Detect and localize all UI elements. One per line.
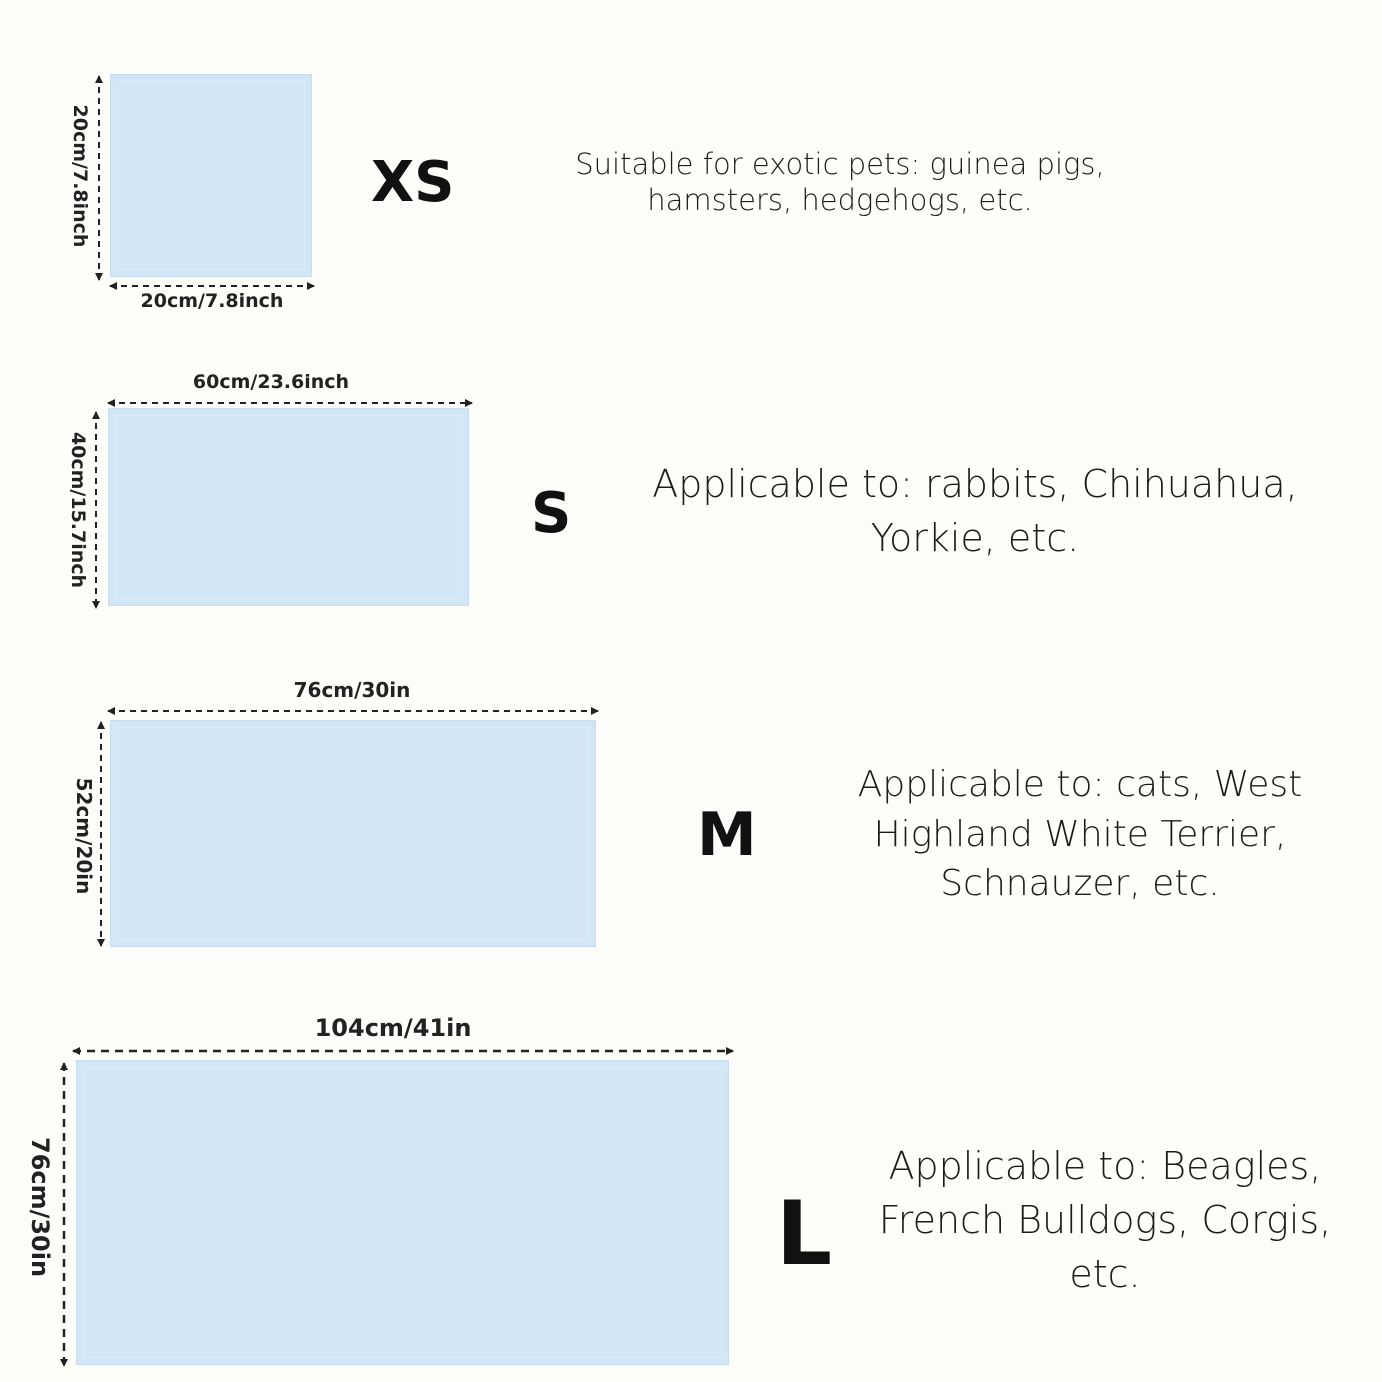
s-description xyxy=(620,458,1330,566)
l-size-letter: L xyxy=(776,1182,833,1285)
s-width-label: 60cm/23.6inch xyxy=(192,371,350,393)
s-description-line-2: Yorkie, etc. xyxy=(870,515,1080,560)
xs-mat xyxy=(110,74,312,277)
xs-width-label: 20cm/7.8inch xyxy=(140,290,284,312)
m-mat xyxy=(110,720,596,947)
m-description-line-1: Applicable to: cats, West xyxy=(857,764,1303,805)
m-width-label: 76cm/30in xyxy=(293,678,411,702)
s-mat xyxy=(108,408,469,606)
m-size-letter: M xyxy=(697,800,757,870)
l-mat xyxy=(76,1060,729,1365)
xs-size-letter: XS xyxy=(371,150,455,215)
xs-height-label: 20cm/7.8inch xyxy=(69,104,91,248)
m-description-line-3: Schnauzer, etc. xyxy=(940,863,1220,905)
l-description-line-1: Applicable to: Beagles, xyxy=(888,1144,1322,1188)
m-description-line-2: Highland White Terrier, xyxy=(873,813,1287,855)
xs-description-line-1: Suitable for exotic pets: guinea pigs, xyxy=(575,147,1105,181)
l-description-line-2: French Bulldogs, Corgis, xyxy=(878,1197,1332,1242)
s-height-label: 40cm/15.7inch xyxy=(67,431,89,589)
m-height-label: 52cm/20in xyxy=(72,777,96,895)
l-description xyxy=(860,1140,1350,1302)
l-width-label: 104cm/41in xyxy=(314,1014,472,1042)
l-height-label: 76cm/30in xyxy=(26,1136,54,1278)
s-size-letter: S xyxy=(531,481,572,546)
s-description-line-1: Applicable to: rabbits, Chihuahua, xyxy=(652,462,1298,506)
xs-description-line-2: hamsters, hedgehogs, etc. xyxy=(647,183,1033,218)
l-description-line-3: etc. xyxy=(1069,1251,1141,1296)
xs-description xyxy=(530,146,1150,219)
m-description xyxy=(820,760,1340,909)
